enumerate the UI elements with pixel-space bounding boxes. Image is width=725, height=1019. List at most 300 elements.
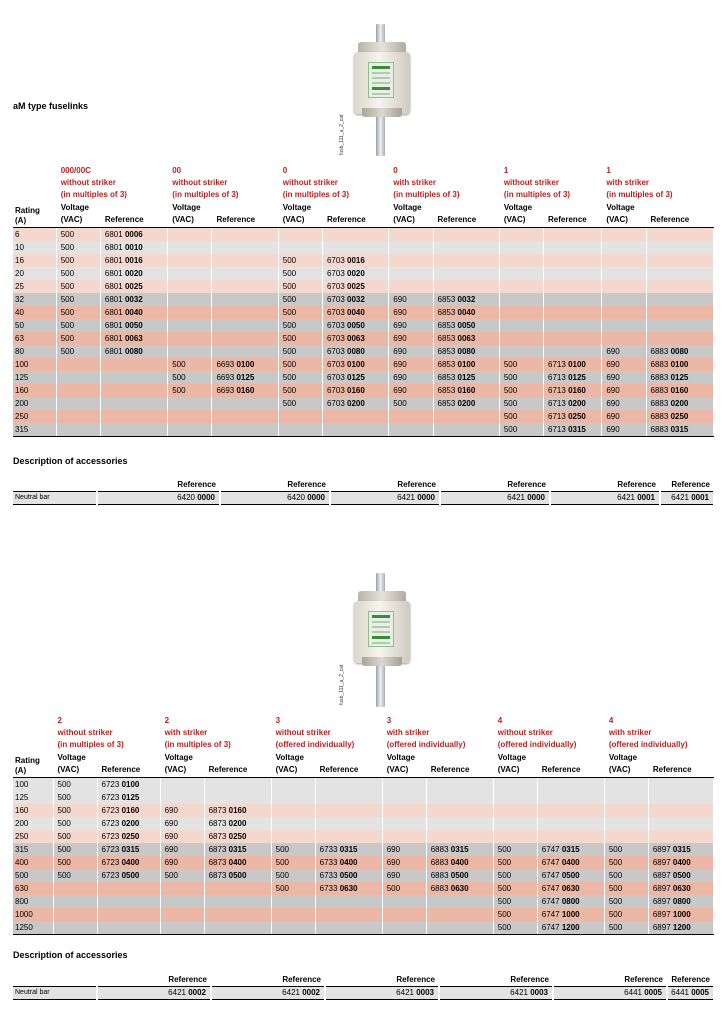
voltage-cell: 500 bbox=[56, 319, 100, 332]
reference-prefix: 6747 bbox=[541, 923, 560, 932]
voltage-cell bbox=[382, 830, 426, 843]
reference-prefix: 6723 bbox=[101, 871, 120, 880]
voltage-cell: 500 bbox=[53, 791, 97, 804]
voltage-cell: 500 bbox=[499, 384, 543, 397]
reference-cell bbox=[212, 371, 278, 384]
reference-prefix: 6441 bbox=[624, 988, 642, 997]
voltage-cell: 690 bbox=[389, 345, 433, 358]
voltage-header bbox=[493, 752, 537, 778]
reference-cell bbox=[648, 895, 713, 908]
accessory-header-row bbox=[13, 974, 714, 987]
reference-cell bbox=[433, 384, 499, 397]
reference-cell bbox=[204, 895, 271, 908]
reference-prefix: 6733 bbox=[319, 871, 338, 880]
reference-cell bbox=[212, 423, 278, 437]
reference-prefix: 6801 bbox=[104, 230, 123, 239]
voltage-cell: 500 bbox=[493, 895, 537, 908]
fuselink-image bbox=[352, 573, 412, 683]
voltage-cell bbox=[499, 319, 543, 332]
table-row bbox=[13, 371, 714, 384]
reference-header: Reference bbox=[544, 202, 602, 228]
reference-header: Reference bbox=[287, 480, 326, 489]
reference-cell bbox=[315, 830, 382, 843]
reference-prefix: 6713 bbox=[548, 373, 566, 382]
voltage-cell: 690 bbox=[602, 358, 646, 371]
rating-cell: 20 bbox=[13, 267, 56, 280]
reference-cell bbox=[646, 267, 713, 280]
reference-cell bbox=[433, 423, 499, 437]
accessory-label: Neutral bar bbox=[13, 987, 97, 1000]
reference-suffix: 0010 bbox=[124, 243, 143, 252]
reference-suffix: 0250 bbox=[228, 832, 247, 841]
voltage-cell: 500 bbox=[493, 908, 537, 921]
voltage-cell bbox=[160, 908, 204, 921]
reference-prefix: 6703 bbox=[326, 308, 345, 317]
reference-prefix: 6723 bbox=[101, 845, 120, 854]
voltage-unit: (VAC) bbox=[503, 215, 526, 224]
voltage-cell bbox=[53, 882, 97, 895]
voltage-cell bbox=[168, 423, 212, 437]
reference-prefix: 6883 bbox=[650, 373, 669, 382]
reference-cell bbox=[100, 423, 167, 437]
reference-prefix: 6703 bbox=[326, 360, 345, 369]
voltage-cell: 690 bbox=[389, 293, 433, 306]
voltage-cell bbox=[382, 895, 426, 908]
reference-cell bbox=[537, 817, 604, 830]
rating-cell: 25 bbox=[13, 280, 56, 293]
rating-cell: 125 bbox=[13, 791, 53, 804]
image-caption: fusb_111_a_2_cat bbox=[339, 664, 345, 705]
reference-cell bbox=[544, 371, 602, 384]
voltage-cell: 500 bbox=[604, 843, 648, 856]
group-note: (in multiples of 3) bbox=[57, 740, 124, 749]
reference-cell bbox=[322, 280, 388, 293]
reference-prefix: 6747 bbox=[541, 910, 560, 919]
voltage-cell: 690 bbox=[160, 830, 204, 843]
voltage-cell: 500 bbox=[271, 869, 315, 882]
reference-cell bbox=[433, 345, 499, 358]
reference-suffix: 0125 bbox=[670, 373, 689, 382]
voltage-cell: 500 bbox=[271, 843, 315, 856]
voltage-cell bbox=[271, 921, 315, 935]
voltage-cell bbox=[168, 332, 212, 345]
rating-cell: 50 bbox=[13, 319, 56, 332]
section-title: aM type fuselinks bbox=[13, 101, 89, 111]
reference-suffix: 0160 bbox=[236, 386, 255, 395]
reference-suffix: 0032 bbox=[347, 295, 365, 304]
voltage-cell: 500 bbox=[278, 280, 322, 293]
voltage-label: Voltage bbox=[386, 753, 416, 762]
reference-header: Reference bbox=[433, 202, 499, 228]
reference-cell bbox=[212, 384, 278, 397]
rating-unit: (A) bbox=[15, 216, 27, 225]
reference-prefix: 6703 bbox=[326, 282, 345, 291]
voltage-cell: 690 bbox=[382, 856, 426, 869]
reference-cell bbox=[322, 241, 388, 254]
voltage-cell: 500 bbox=[499, 423, 543, 437]
reference-cell bbox=[204, 856, 271, 869]
rating-header bbox=[13, 165, 56, 228]
reference-prefix: 6897 bbox=[652, 845, 671, 854]
reference-cell bbox=[646, 423, 713, 437]
reference-cell bbox=[322, 345, 388, 358]
reference-suffix: 0160 bbox=[228, 806, 247, 815]
voltage-cell: 500 bbox=[160, 869, 204, 882]
reference-cell bbox=[648, 921, 713, 935]
voltage-cell bbox=[389, 280, 433, 293]
rating-cell: 200 bbox=[13, 397, 56, 410]
reference-prefix: 6733 bbox=[319, 858, 338, 867]
voltage-cell bbox=[389, 241, 433, 254]
reference-suffix: 0315 bbox=[568, 425, 586, 434]
reference-prefix: 6441 bbox=[671, 988, 689, 997]
table-row bbox=[13, 241, 714, 254]
reference-suffix: 0000 bbox=[197, 493, 215, 502]
voltage-cell: 500 bbox=[168, 358, 212, 371]
reference-suffix: 0500 bbox=[672, 871, 691, 880]
reference-header: Reference bbox=[507, 480, 546, 489]
voltage-cell: 500 bbox=[278, 371, 322, 384]
voltage-cell: 500 bbox=[382, 882, 426, 895]
accessory-reference bbox=[660, 492, 714, 505]
reference-cell bbox=[426, 830, 493, 843]
reference-cell bbox=[315, 778, 382, 792]
voltage-cell bbox=[168, 410, 212, 423]
voltage-label: Voltage bbox=[275, 753, 304, 762]
reference-cell bbox=[212, 358, 278, 371]
voltage-cell bbox=[493, 830, 537, 843]
reference-suffix: 0125 bbox=[236, 373, 255, 382]
voltage-unit: (VAC) bbox=[57, 765, 80, 774]
reference-prefix: 6853 bbox=[437, 360, 456, 369]
accessory-label: Neutral bar bbox=[13, 492, 97, 505]
group-header bbox=[382, 715, 493, 752]
voltage-header bbox=[160, 752, 204, 778]
reference-suffix: 0001 bbox=[691, 493, 709, 502]
column-header-row bbox=[13, 752, 714, 778]
reference-cell bbox=[322, 254, 388, 267]
voltage-cell: 500 bbox=[56, 254, 100, 267]
voltage-cell bbox=[278, 228, 322, 242]
reference-suffix: 0000 bbox=[417, 493, 435, 502]
voltage-header bbox=[382, 752, 426, 778]
accessories-table-2 bbox=[13, 974, 715, 1000]
reference-prefix: 6421 bbox=[397, 493, 415, 502]
reference-prefix: 6873 bbox=[208, 832, 227, 841]
rating-cell: 1250 bbox=[13, 921, 53, 935]
voltage-header bbox=[53, 752, 97, 778]
reference-suffix: 0315 bbox=[670, 425, 689, 434]
voltage-cell bbox=[499, 332, 543, 345]
reference-cell bbox=[433, 228, 499, 242]
reference-cell bbox=[648, 843, 713, 856]
voltage-label: Voltage bbox=[57, 753, 86, 762]
voltage-cell bbox=[271, 804, 315, 817]
reference-prefix: 6421 bbox=[168, 988, 186, 997]
reference-suffix: 0100 bbox=[457, 360, 476, 369]
reference-suffix: 0250 bbox=[670, 412, 689, 421]
voltage-cell: 500 bbox=[493, 843, 537, 856]
reference-cell bbox=[544, 423, 602, 437]
reference-cell bbox=[646, 306, 713, 319]
reference-cell bbox=[204, 921, 271, 935]
voltage-unit: (VAC) bbox=[164, 765, 187, 774]
reference-cell bbox=[315, 843, 382, 856]
reference-prefix: 6897 bbox=[652, 923, 671, 932]
rating-cell: 160 bbox=[13, 804, 53, 817]
voltage-cell: 500 bbox=[499, 358, 543, 371]
voltage-cell bbox=[271, 778, 315, 792]
voltage-cell bbox=[499, 345, 543, 358]
group-type: without striker bbox=[172, 178, 228, 187]
voltage-cell bbox=[160, 895, 204, 908]
voltage-cell: 500 bbox=[604, 882, 648, 895]
reference-prefix: 6801 bbox=[104, 321, 123, 330]
reference-cell bbox=[97, 882, 160, 895]
reference-cell bbox=[100, 384, 167, 397]
voltage-cell: 500 bbox=[56, 332, 100, 345]
reference-cell bbox=[646, 384, 713, 397]
reference-prefix: 6693 bbox=[216, 373, 235, 382]
voltage-cell: 500 bbox=[53, 869, 97, 882]
reference-prefix: 6723 bbox=[101, 793, 120, 802]
voltage-cell: 690 bbox=[382, 843, 426, 856]
reference-header: Reference bbox=[537, 752, 604, 778]
reference-cell bbox=[100, 280, 167, 293]
voltage-cell: 500 bbox=[604, 895, 648, 908]
voltage-cell bbox=[271, 817, 315, 830]
reference-header: Reference bbox=[168, 975, 207, 984]
reference-cell bbox=[212, 267, 278, 280]
reference-cell bbox=[97, 856, 160, 869]
reference-suffix: 0005 bbox=[644, 988, 662, 997]
reference-prefix: 6897 bbox=[652, 858, 671, 867]
reference-prefix: 6733 bbox=[319, 884, 338, 893]
reference-cell bbox=[648, 882, 713, 895]
voltage-cell bbox=[278, 423, 322, 437]
rating-cell: 630 bbox=[13, 882, 53, 895]
voltage-cell: 500 bbox=[168, 371, 212, 384]
table-row bbox=[13, 306, 714, 319]
accessory-reference bbox=[97, 492, 220, 505]
voltage-cell: 690 bbox=[160, 817, 204, 830]
accessory-reference bbox=[211, 987, 325, 1000]
voltage-cell: 500 bbox=[56, 345, 100, 358]
voltage-cell: 500 bbox=[278, 293, 322, 306]
reference-suffix: 0125 bbox=[457, 373, 476, 382]
reference-suffix: 0500 bbox=[450, 871, 469, 880]
reference-suffix: 0200 bbox=[228, 819, 247, 828]
voltage-cell: 690 bbox=[602, 423, 646, 437]
reference-suffix: 0063 bbox=[457, 334, 476, 343]
group-size: 2 bbox=[164, 716, 170, 725]
reference-cell bbox=[315, 791, 382, 804]
reference-cell bbox=[315, 869, 382, 882]
reference-cell bbox=[646, 397, 713, 410]
reference-cell bbox=[97, 921, 160, 935]
reference-prefix: 6747 bbox=[541, 871, 560, 880]
rating-cell: 32 bbox=[13, 293, 56, 306]
voltage-cell: 690 bbox=[602, 384, 646, 397]
voltage-cell: 500 bbox=[604, 869, 648, 882]
voltage-cell bbox=[493, 778, 537, 792]
table-row bbox=[13, 397, 714, 410]
reference-cell bbox=[204, 830, 271, 843]
reference-suffix: 0050 bbox=[124, 321, 143, 330]
reference-cell bbox=[433, 397, 499, 410]
voltage-cell: 500 bbox=[271, 856, 315, 869]
reference-cell bbox=[100, 254, 167, 267]
group-type: without striker bbox=[497, 728, 553, 737]
reference-cell bbox=[97, 908, 160, 921]
group-size: 4 bbox=[608, 716, 614, 725]
voltage-cell: 690 bbox=[389, 306, 433, 319]
reference-cell bbox=[544, 280, 602, 293]
accessories-title: Description of accessories bbox=[13, 950, 128, 960]
reference-cell bbox=[212, 410, 278, 423]
voltage-cell: 500 bbox=[499, 397, 543, 410]
reference-suffix: 0003 bbox=[416, 988, 434, 997]
reference-cell bbox=[544, 228, 602, 242]
voltage-cell bbox=[160, 882, 204, 895]
group-note: (in multiples of 3) bbox=[503, 190, 571, 199]
reference-cell bbox=[537, 921, 604, 935]
reference-cell bbox=[212, 332, 278, 345]
table-row bbox=[13, 895, 714, 908]
group-type: with striker bbox=[606, 178, 650, 187]
voltage-cell bbox=[53, 895, 97, 908]
reference-prefix: 6421 bbox=[671, 493, 689, 502]
group-header bbox=[499, 165, 602, 202]
reference-cell bbox=[97, 817, 160, 830]
table-row bbox=[13, 817, 714, 830]
table-row bbox=[13, 280, 714, 293]
voltage-cell bbox=[56, 410, 100, 423]
reference-prefix: 6873 bbox=[208, 806, 227, 815]
voltage-cell: 500 bbox=[499, 371, 543, 384]
voltage-label: Voltage bbox=[282, 203, 312, 212]
voltage-cell: 500 bbox=[493, 882, 537, 895]
reference-suffix: 0400 bbox=[450, 858, 469, 867]
voltage-cell: 690 bbox=[602, 397, 646, 410]
reference-suffix: 0500 bbox=[121, 871, 140, 880]
voltage-cell: 690 bbox=[382, 869, 426, 882]
reference-suffix: 0400 bbox=[561, 858, 580, 867]
voltage-cell bbox=[602, 267, 646, 280]
reference-cell bbox=[646, 228, 713, 242]
voltage-cell: 500 bbox=[56, 306, 100, 319]
voltage-cell bbox=[499, 254, 543, 267]
reference-prefix: 6883 bbox=[650, 425, 669, 434]
group-type: without striker bbox=[275, 728, 331, 737]
voltage-cell: 690 bbox=[160, 856, 204, 869]
reference-cell bbox=[100, 397, 167, 410]
reference-suffix: 0050 bbox=[347, 321, 365, 330]
reference-prefix: 6703 bbox=[326, 347, 345, 356]
voltage-cell bbox=[278, 241, 322, 254]
reference-cell bbox=[426, 804, 493, 817]
voltage-label: Voltage bbox=[172, 203, 201, 212]
voltage-unit: (VAC) bbox=[393, 215, 415, 224]
voltage-cell: 500 bbox=[604, 921, 648, 935]
group-note: (in multiples of 3) bbox=[393, 190, 460, 199]
reference-cell bbox=[204, 882, 271, 895]
voltage-cell: 500 bbox=[278, 384, 322, 397]
reference-cell bbox=[537, 778, 604, 792]
reference-cell bbox=[648, 817, 713, 830]
reference-suffix: 0080 bbox=[457, 347, 476, 356]
reference-cell bbox=[537, 856, 604, 869]
voltage-cell bbox=[160, 791, 204, 804]
voltage-cell bbox=[499, 280, 543, 293]
reference-cell bbox=[544, 267, 602, 280]
reference-suffix: 0315 bbox=[121, 845, 140, 854]
reference-suffix: 0125 bbox=[121, 793, 140, 802]
voltage-unit: (VAC) bbox=[608, 765, 631, 774]
voltage-cell bbox=[382, 778, 426, 792]
image-caption: fusb_111_a_2_cat bbox=[339, 114, 345, 155]
voltage-cell bbox=[602, 306, 646, 319]
reference-prefix: 6897 bbox=[652, 897, 671, 906]
reference-cell bbox=[212, 319, 278, 332]
reference-prefix: 6801 bbox=[104, 295, 123, 304]
rating-cell: 6 bbox=[13, 228, 56, 242]
reference-cell bbox=[100, 332, 167, 345]
reference-header: Reference bbox=[212, 202, 278, 228]
reference-suffix: 0250 bbox=[568, 412, 586, 421]
table-row bbox=[13, 830, 714, 843]
reference-cell bbox=[544, 306, 602, 319]
group-size: 3 bbox=[386, 716, 392, 725]
reference-prefix: 6883 bbox=[650, 399, 669, 408]
voltage-cell bbox=[602, 254, 646, 267]
reference-suffix: 0400 bbox=[121, 858, 140, 867]
group-note: (in multiples of 3) bbox=[164, 740, 231, 749]
reference-prefix: 6801 bbox=[104, 269, 123, 278]
reference-suffix: 1000 bbox=[672, 910, 691, 919]
reference-cell bbox=[544, 358, 602, 371]
reference-cell bbox=[537, 804, 604, 817]
reference-prefix: 6873 bbox=[208, 819, 227, 828]
accessory-reference bbox=[667, 987, 714, 1000]
voltage-label: Voltage bbox=[164, 753, 193, 762]
reference-cell bbox=[204, 908, 271, 921]
voltage-cell: 500 bbox=[278, 267, 322, 280]
voltage-cell: 500 bbox=[278, 254, 322, 267]
reference-suffix: 0100 bbox=[670, 360, 689, 369]
group-size: 00 bbox=[172, 166, 182, 175]
reference-prefix: 6747 bbox=[541, 897, 560, 906]
reference-cell bbox=[315, 804, 382, 817]
reference-prefix: 6801 bbox=[104, 308, 123, 317]
reference-suffix: 0063 bbox=[347, 334, 365, 343]
reference-prefix: 6883 bbox=[650, 386, 669, 395]
reference-header: Reference bbox=[648, 752, 713, 778]
reference-prefix: 6801 bbox=[104, 243, 123, 252]
reference-cell bbox=[646, 280, 713, 293]
reference-cell bbox=[204, 869, 271, 882]
group-header bbox=[168, 165, 279, 202]
reference-cell bbox=[322, 384, 388, 397]
voltage-cell bbox=[168, 280, 212, 293]
reference-suffix: 0000 bbox=[307, 493, 325, 502]
reference-suffix: 0025 bbox=[124, 282, 143, 291]
reference-cell bbox=[100, 410, 167, 423]
accessory-reference bbox=[440, 492, 550, 505]
table-row bbox=[13, 228, 714, 242]
reference-prefix: 6853 bbox=[437, 295, 456, 304]
rating-cell: 400 bbox=[13, 856, 53, 869]
